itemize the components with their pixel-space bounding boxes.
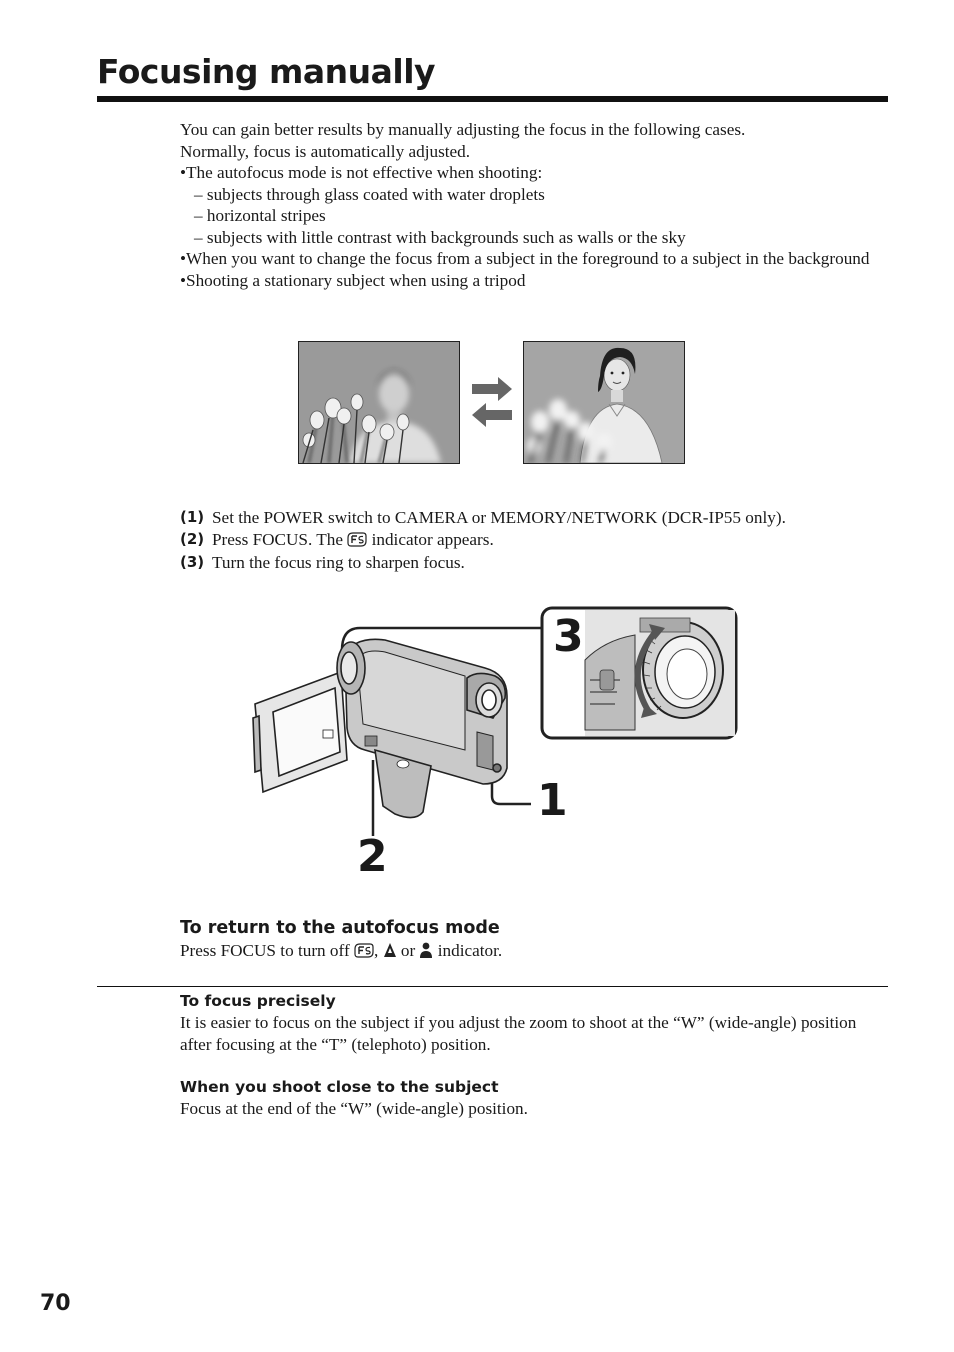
callout-number-2: 2 bbox=[357, 831, 388, 882]
page-number: 70 bbox=[40, 1291, 71, 1316]
manual-focus-icon bbox=[354, 942, 374, 964]
step-3 bbox=[180, 552, 786, 574]
photo-foreground-focus bbox=[298, 341, 460, 464]
intro-line-2: Normally, focus is automatically adjusted. bbox=[180, 141, 471, 161]
step-text: Set the POWER switch to CAMERA or MEMORY/NETWORK (DCR-IP55 only). bbox=[212, 508, 786, 527]
dash-item-stripes: – horizontal stripes bbox=[194, 206, 326, 225]
separator-or: or bbox=[400, 941, 416, 960]
bullet-tripod: •Shooting a stationary subject when using a tripod bbox=[180, 270, 526, 290]
dash-item-contrast: – subjects with little contrast with backgrounds such as walls or the sky bbox=[194, 227, 686, 247]
page-title: Focusing manually bbox=[97, 52, 436, 91]
section-divider bbox=[97, 986, 888, 987]
step-number: (1) bbox=[180, 508, 205, 526]
step-text-post: indicator appears. bbox=[371, 529, 494, 549]
swap-arrows-icon bbox=[470, 375, 514, 434]
step-number: (3) bbox=[180, 553, 205, 571]
return-text-post: indicator. bbox=[437, 941, 503, 960]
step-text-pre: Press FOCUS. The bbox=[212, 529, 343, 549]
steps-list bbox=[180, 507, 786, 574]
bullet-foreground: •When you want to change the focus from a subject in the foreground to a subject in the background bbox=[180, 249, 870, 268]
intro-section bbox=[180, 119, 892, 291]
separator-comma: , bbox=[373, 941, 379, 960]
step-text: Turn the focus ring to sharpen focus. bbox=[212, 553, 465, 572]
camcorder-illustration bbox=[245, 600, 745, 895]
note-heading-shoot-close: When you shoot close to the subject bbox=[180, 1078, 499, 1096]
photo-background-focus bbox=[523, 341, 685, 464]
callout-number-1: 1 bbox=[537, 775, 568, 826]
dash-item-water: – subjects through glass coated with water droplets bbox=[194, 184, 545, 204]
note-text-shoot-close: Focus at the end of the “W” (wide-angle) position. bbox=[180, 1099, 528, 1118]
note-text-focus-precisely: It is easier to focus on the subject if you adjust the zoom to shoot at the “W” (wide-angle) position after focusing at the “T” (telephoto) position. bbox=[180, 1013, 857, 1054]
note-heading-focus-precisely: To focus precisely bbox=[180, 992, 336, 1010]
intro-line-1: You can gain better results by manually adjusting the focus in the following cases. bbox=[180, 120, 746, 139]
return-text-pre: Press FOCUS to turn off bbox=[180, 941, 350, 960]
step-1 bbox=[180, 507, 786, 529]
step-2 bbox=[180, 529, 786, 553]
return-autofocus-heading: To return to the autofocus mode bbox=[180, 918, 500, 938]
notes-section bbox=[180, 990, 880, 1120]
return-autofocus-section bbox=[180, 916, 502, 964]
title-rule bbox=[97, 96, 888, 102]
bullet-autofocus: •The autofocus mode is not effective when shooting: bbox=[180, 163, 543, 182]
manual-focus-icon bbox=[347, 531, 367, 553]
step-number: (2) bbox=[180, 529, 205, 548]
callout-number-3: 3 bbox=[553, 611, 584, 662]
portrait-person-icon bbox=[419, 942, 433, 964]
mountain-infinity-icon bbox=[383, 942, 397, 964]
